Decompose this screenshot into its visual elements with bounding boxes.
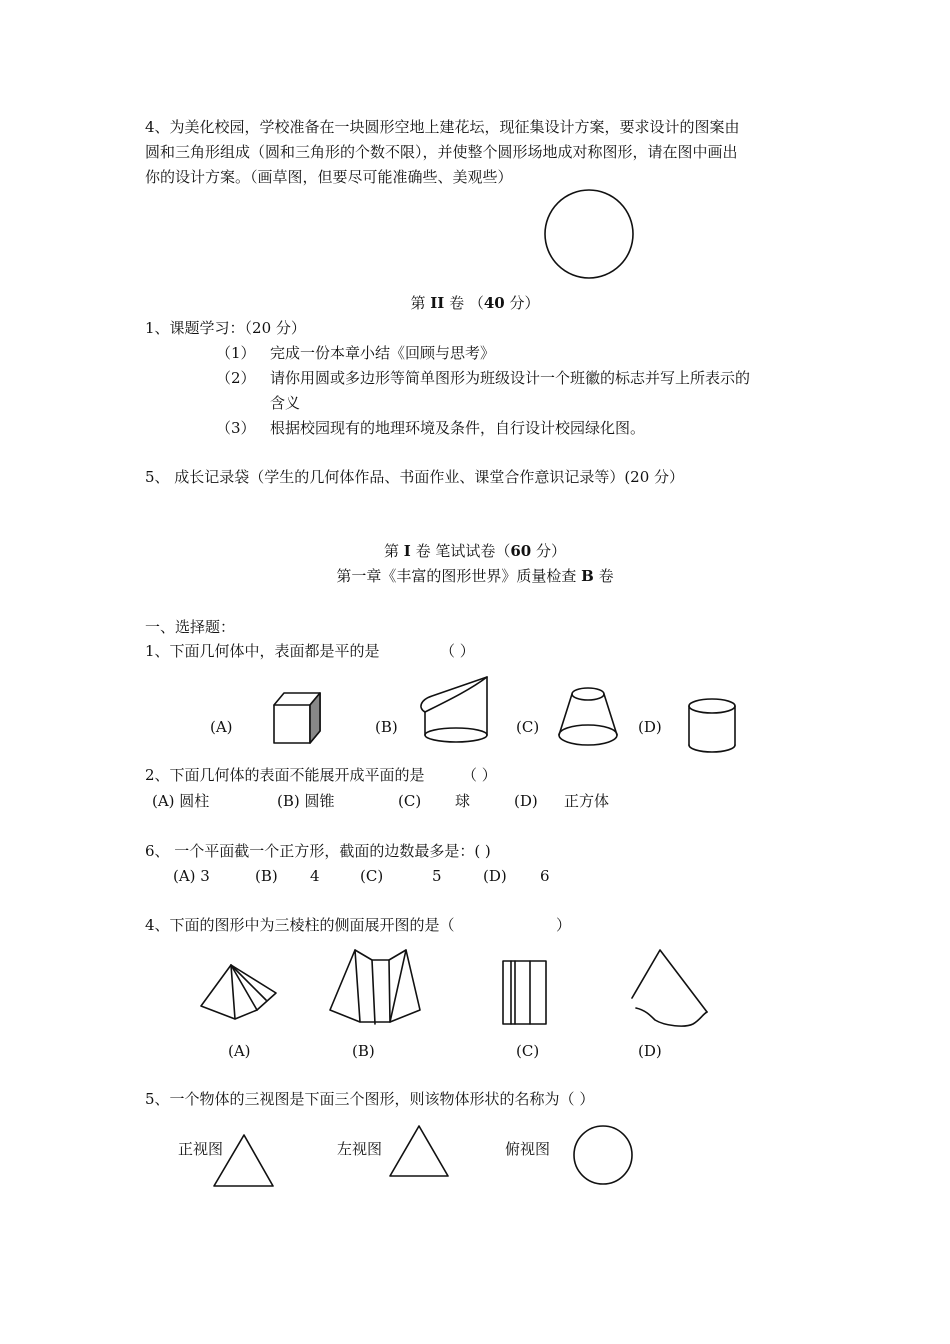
q6-text: 6、 一个平面截一个正方形，截面的边数最多是：( ) (145, 842, 491, 860)
q1-label-a: (A) (210, 718, 233, 736)
q6-option-c-label: (C) (360, 867, 384, 885)
q6-option-b-value: 4 (310, 867, 320, 885)
q1-label-b: (B) (375, 718, 398, 736)
q4-design-line1: 4、为美化校园，学校准备在一块圆形空地上建花坛，现征集设计方案，要求设计的图案由 (145, 118, 740, 136)
left-view-triangle (390, 1126, 448, 1176)
q2-text: 2、下面几何体的表面不能展开成平面的是 (145, 766, 425, 784)
q6-option-d-value: 6 (540, 867, 550, 885)
vol2-q5: 5、 成长记录袋（学生的几何体作品、书面作业、课堂合作意识记录等）(20 分） (145, 468, 685, 486)
top-view-circle (574, 1126, 632, 1184)
q6-option-a: (A) 3 (173, 867, 210, 885)
vol2-title: 第 II 卷 （40 分） (410, 294, 540, 312)
q4-label-a: (A) (228, 1042, 251, 1060)
top-view-label: 俯视图 (505, 1140, 551, 1158)
vol2-item-3-num: （3） (216, 419, 256, 437)
q4-label-b: (B) (352, 1042, 375, 1060)
q4-answer-paren: ） (556, 916, 572, 934)
vol2-item-3-text: 根据校园现有的地理环境及条件，自行设计校园绿化图。 (270, 419, 646, 437)
q6-option-c-value: 5 (432, 867, 442, 885)
q5-text: 5、一个物体的三视图是下面三个图形，则该物体形状的名称为（ ） (145, 1090, 595, 1108)
q4-design-line2: 圆和三角形组成（圆和三角形的个数不限），并使整个圆形场地成对称图形，请在图中画出 (145, 143, 738, 161)
q1-answer-paren: （ ） (440, 642, 475, 660)
q2-answer-paren: （ ） (462, 766, 497, 784)
vol2-item-1-text: 完成一份本章小结《回顾与思考》 (270, 344, 496, 362)
q6-option-b-label: (B) (255, 867, 278, 885)
q1-label-d: (D) (638, 718, 662, 736)
q6-option-d-label: (D) (483, 867, 507, 885)
q2-option-d-label: (D) (514, 792, 538, 810)
q2-option-a: (A) 圆柱 (152, 792, 210, 810)
q4-text: 4、下面的图形中为三棱柱的侧面展开图的是（ (145, 916, 455, 934)
q1-text: 1、下面几何体中，表面都是平的是 (145, 642, 380, 660)
q4-label-d: (D) (638, 1042, 662, 1060)
front-view-triangle (214, 1135, 273, 1186)
vol1-subtitle: 第一章《丰富的图形世界》质量检查 B 卷 (336, 567, 614, 585)
vol2-item-2-text-cont: 含义 (270, 394, 301, 412)
q2-option-c-label: (C) (398, 792, 422, 810)
vol2-item-2-text: 请你用圆或多边形等简单图形为班级设计一个班徽的标志并写上所表示的 (270, 369, 751, 387)
q4-label-c: (C) (516, 1042, 540, 1060)
vol2-q1-title: 1、课题学习：（20 分） (145, 319, 306, 337)
front-view-label: 正视图 (178, 1140, 224, 1158)
q2-option-c-text: 球 (455, 792, 471, 810)
q4-design-line3: 你的设计方案。（画草图，但要尽可能准确些、美观些） (145, 168, 513, 186)
q2-option-d-text: 正方体 (564, 792, 610, 810)
q2-option-b: (B) 圆锥 (277, 792, 335, 810)
vol1-title: 第 I 卷 笔试试卷（60 分） (383, 542, 566, 560)
q1-label-c: (C) (516, 718, 540, 736)
vol2-item-1-num: （1） (216, 344, 256, 362)
section-multiple-choice: 一、选择题： (145, 618, 236, 636)
left-view-label: 左视图 (337, 1140, 383, 1158)
vol2-item-2-num: （2） (216, 369, 256, 387)
